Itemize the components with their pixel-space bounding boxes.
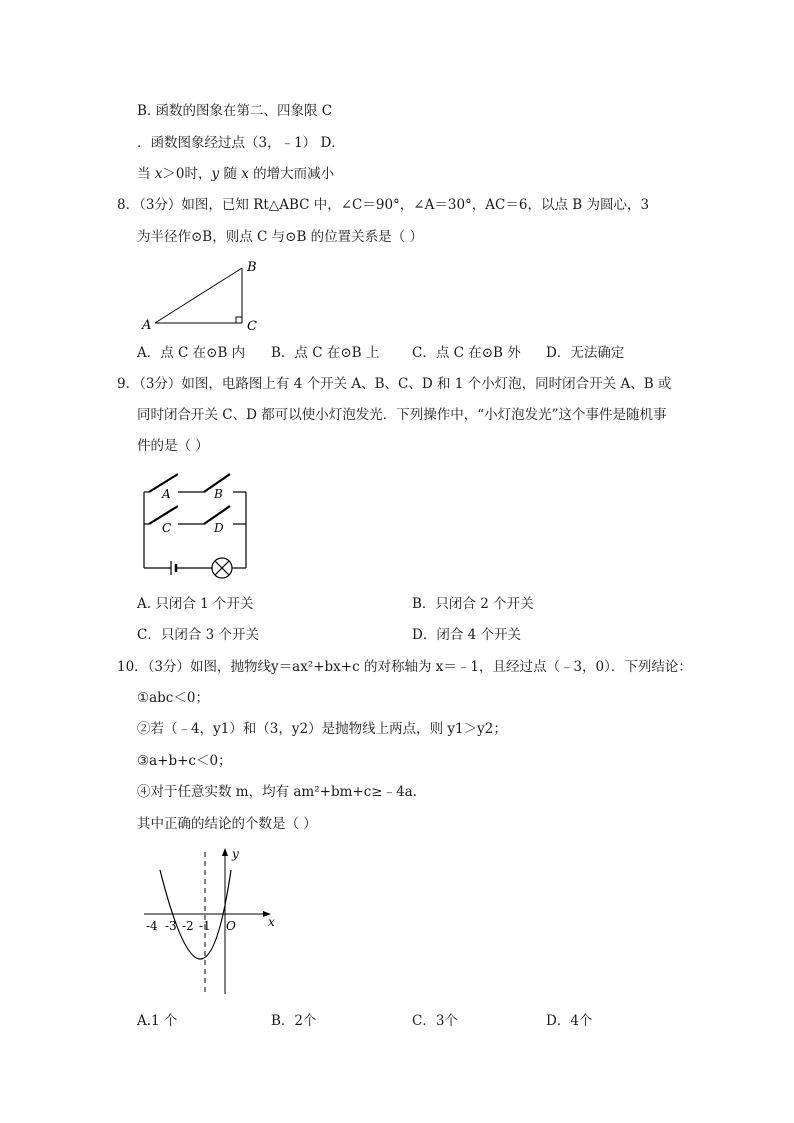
q8-triangle-figure xyxy=(130,252,270,337)
q9-stem-line2: 同时闭合开关 C、D 都可以使小灯泡发光．下列操作中，“小灯泡发光”这个事件是随机事 xyxy=(137,407,667,423)
q8-option-b: B．点 C 在⊙B 上 xyxy=(271,345,380,361)
tick-label-neg2: -2 xyxy=(182,919,194,933)
tick-label-neg1: -1 xyxy=(199,919,211,933)
vertex-b-label: B xyxy=(247,260,257,275)
q10-conclusion-2: ②若（﹣4，y1）和（3，y2）是抛物线上两点，则 y1＞y2； xyxy=(137,721,507,737)
q9-option-d: D．闭合 4 个开关 xyxy=(412,627,521,643)
right-angle-mark xyxy=(236,317,242,323)
switch-c-label: C xyxy=(162,521,172,535)
x-axis-label: x xyxy=(268,915,275,929)
q9-circuit-figure xyxy=(134,466,259,584)
q9-option-c: C．只闭合 3 个开关 xyxy=(137,627,260,643)
y-axis-label: y xyxy=(232,847,239,861)
q8-option-d: D．无法确定 xyxy=(546,345,625,361)
q10-option-b: B．2个 xyxy=(271,1013,317,1029)
switch-a-label: A xyxy=(162,487,171,501)
switch-b-label: B xyxy=(214,487,223,501)
q10-parabola-figure xyxy=(136,842,286,1000)
q10-stem-line1: 10．（3分）如图，抛物线y＝ax²+bx+c 的对称轴为 x＝﹣1，且经过点（﹣3，0）．下列结论： xyxy=(117,659,692,675)
q10-conclusion-4: ④对于任意实数 m，均有 am²+bm+c≥﹣4a． xyxy=(137,784,427,800)
q8-stem-line1: 8．（3分）如图，已知 Rt△ABC 中，∠C＝90°，∠A＝30°，AC＝6，以点 B 为圆心，3 xyxy=(117,197,650,213)
q10-conclusion-1: ①abc＜0； xyxy=(137,690,209,706)
switch-d-label: D xyxy=(214,521,224,535)
q8-option-c: C．点 C 在⊙B 外 xyxy=(412,345,521,361)
vertex-c-label: C xyxy=(247,319,257,334)
tick-label-neg3: -3 xyxy=(165,919,177,933)
y-axis-arrow xyxy=(222,848,228,856)
q8-option-a: A．点 C 在⊙B 内 xyxy=(137,345,246,361)
q9-stem-line3: 件的是（ ） xyxy=(137,438,209,454)
triangle-side-ab xyxy=(155,268,242,323)
vertex-a-label: A xyxy=(142,318,152,333)
q7-option-c-line: ．函数图象经过点（3，﹣1） D． xyxy=(137,135,345,151)
q10-conclusion-3: ③a+b+c＜0； xyxy=(137,753,232,769)
tick-label-neg4: -4 xyxy=(146,919,158,933)
q10-option-c: C．3个 xyxy=(412,1013,458,1029)
origin-label: O xyxy=(226,919,236,933)
q10-option-d: D．4个 xyxy=(546,1013,593,1029)
q8-stem-line2: 为半径作⊙B，则点 C 与⊙B 的位置关系是（ ） xyxy=(137,229,423,245)
q7-option-d-line: 当 x＞0时，y 随 x 的增大而减小 xyxy=(137,166,335,182)
q9-stem-line1: 9．（3分）如图，电路图上有 4 个开关 A、B、C、D 和 1 个小灯泡，同时闭合开关 A、B 或 xyxy=(117,376,672,392)
q7-option-b-line: B. 函数的图象在第二、四象限 C xyxy=(137,103,333,119)
q10-option-a: A.1 个 xyxy=(137,1013,178,1029)
q9-option-b: B．只闭合 2 个开关 xyxy=(412,596,534,612)
q10-question: 其中正确的结论的个数是（ ） xyxy=(137,816,317,832)
q9-option-a: A. 只闭合 1 个开关 xyxy=(137,596,254,612)
